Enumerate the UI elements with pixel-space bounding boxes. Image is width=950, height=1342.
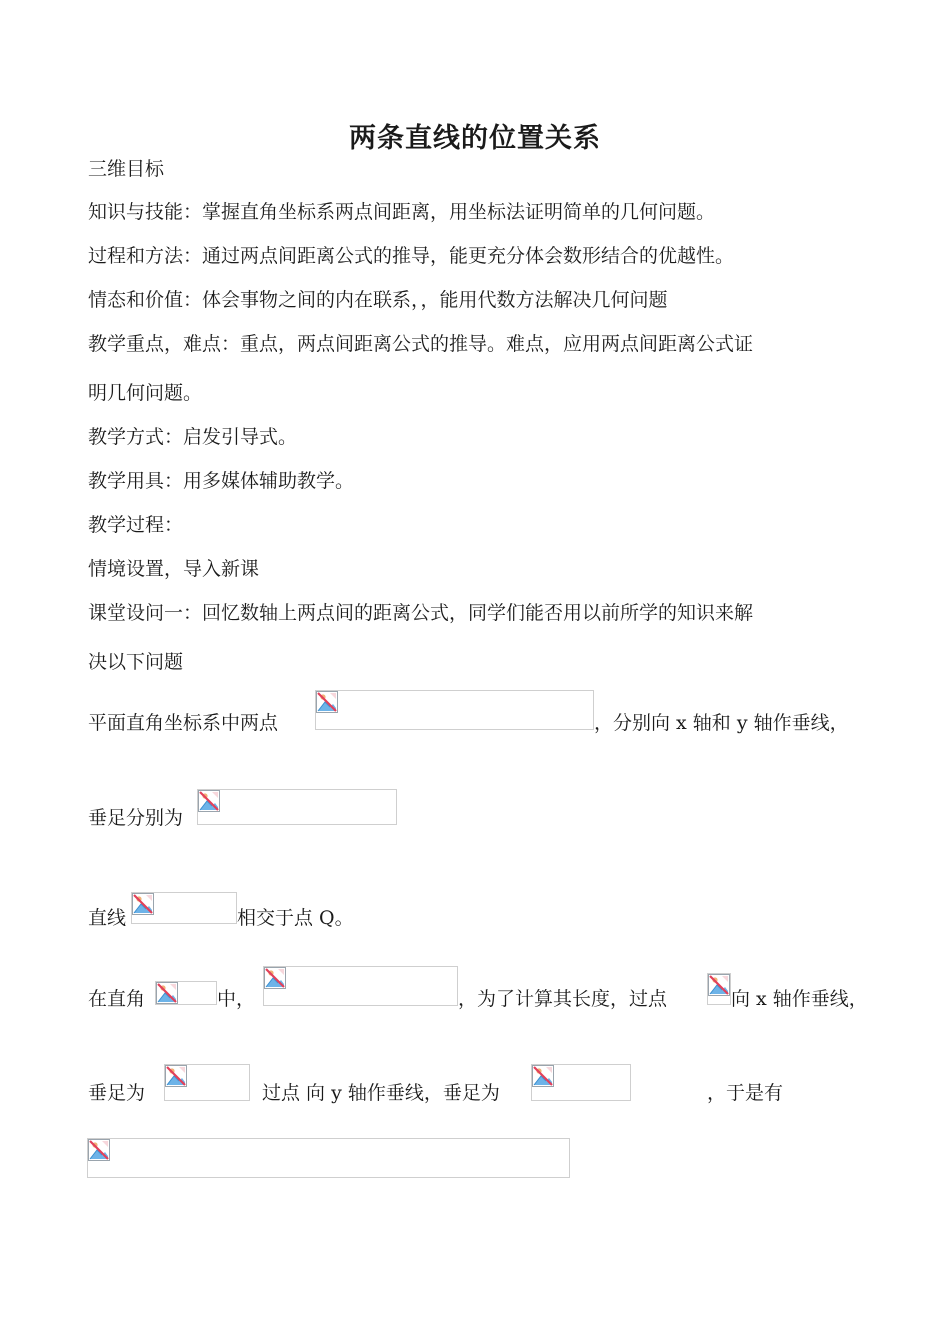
- broken-image-icon: [264, 967, 286, 989]
- text-line: 教学重点，难点：重点，两点间距离公式的推导。难点，应用两点间距离公式证: [88, 333, 754, 355]
- broken-image-icon: [132, 893, 154, 915]
- text-line: 教学用具：用多媒体辅助教学。: [88, 470, 355, 492]
- formula-image-points: [315, 690, 594, 730]
- formula-image-triangle: [155, 981, 217, 1005]
- formula-image-lines: [131, 892, 237, 924]
- document-title: 两条直线的位置关系: [349, 123, 601, 154]
- para3-text-before: 直线: [88, 907, 127, 929]
- broken-image-icon: [156, 982, 178, 1004]
- text-line: 知识与技能：掌握直角坐标系两点间距离，用坐标法证明简单的几何问题。: [88, 201, 716, 223]
- para5-text-a: 垂足为: [88, 1082, 146, 1104]
- formula-image-segment: [263, 966, 458, 1006]
- broken-image-icon: [316, 691, 338, 713]
- text-line: 教学方式：启发引导式。: [88, 426, 298, 448]
- text-line: 三维目标: [88, 158, 165, 180]
- formula-image-foot-1: [164, 1064, 250, 1101]
- broken-image-icon: [198, 790, 220, 812]
- formula-image-feet: [197, 789, 397, 825]
- formula-image-point: [707, 973, 731, 1005]
- text-line: 情态和价值：体会事物之间的内在联系，，能用代数方法解决几何问题: [88, 289, 668, 311]
- broken-image-icon: [708, 974, 730, 996]
- para5-text-c: ，于是有: [707, 1082, 784, 1104]
- text-line: 课堂设问一：回忆数轴上两点间的距离公式，同学们能否用以前所学的知识来解: [88, 602, 754, 624]
- para4-text-c: ，为了计算其长度，过点: [458, 988, 668, 1010]
- formula-image-distance: [87, 1138, 570, 1178]
- formula-image-foot-2: [531, 1064, 631, 1101]
- para4-text-a: 在直角: [88, 988, 146, 1010]
- para4-text-b: 中，: [217, 988, 256, 1010]
- broken-image-icon: [88, 1139, 110, 1161]
- text-line: 明几何问题。: [88, 382, 203, 404]
- para3-text-after: 相交于点 Q。: [237, 907, 354, 929]
- para1-text-after: ，分别向 x 轴和 y 轴作垂线，: [594, 712, 849, 734]
- para1-text-before: 平面直角坐标系中两点: [88, 712, 279, 734]
- para2-text-before: 垂足分别为: [88, 807, 184, 829]
- broken-image-icon: [165, 1065, 187, 1087]
- para5-text-b: 过点 向 y 轴作垂线，垂足为: [262, 1082, 500, 1104]
- text-line: 情境设置，导入新课: [88, 558, 260, 580]
- para4-text-d: 向 x 轴作垂线，: [731, 988, 868, 1010]
- text-line: 决以下问题: [88, 651, 184, 673]
- text-line: 过程和方法：通过两点间距离公式的推导，能更充分体会数形结合的优越性。: [88, 245, 735, 267]
- broken-image-icon: [532, 1065, 554, 1087]
- text-line: 教学过程：: [88, 514, 184, 536]
